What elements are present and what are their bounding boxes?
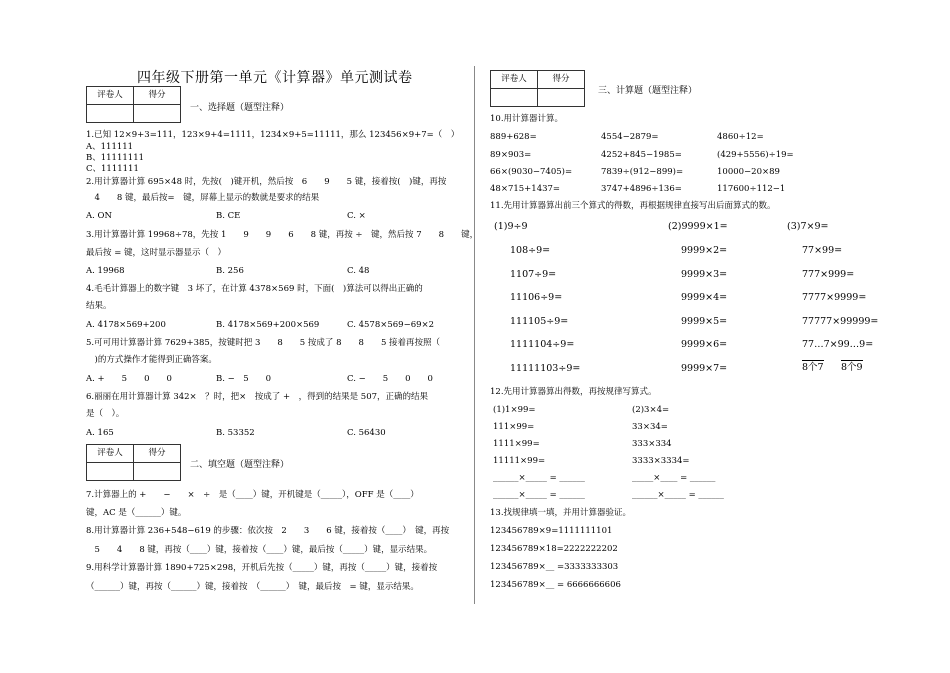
q12-blank-r1[interactable]: _____×____ = ______ xyxy=(632,473,716,483)
q11-c3-3: 7777×9999= xyxy=(802,292,867,303)
q12-r1: (2)3×4= xyxy=(632,405,670,415)
q11-c2-1: 9999×2= xyxy=(681,245,728,256)
q2-option-a: A. ON xyxy=(86,211,112,221)
q7-line2: 键，AC 是（______）键。 xyxy=(86,508,187,518)
q12-l2: 111×99= xyxy=(493,422,535,432)
q11-c3-note-a: 8个7 xyxy=(802,362,824,373)
q11-text: 11.先用计算器算出前三个算式的得数，再根据规律直接写出后面算式的数。 xyxy=(490,201,776,211)
q11-c2-6: 9999×7= xyxy=(681,363,728,374)
q13-row-1: 123456789×9=1111111101 xyxy=(490,526,613,536)
score-table-3 xyxy=(490,70,585,107)
q3-line2: 最后按 = 键，这时显示器显示（ ） xyxy=(86,248,227,258)
q13-row-4[interactable]: 123456789×__ = 6666666606 xyxy=(490,580,621,590)
q10-r1-c3: 4860÷12= xyxy=(717,132,764,142)
q11-c1-4: 111105÷9= xyxy=(510,316,569,327)
section-2-title: 二、填空题（题型注释） xyxy=(190,460,290,470)
q12-l4: 11111×99= xyxy=(493,456,546,466)
q11-c3-1: 77×99= xyxy=(802,245,843,256)
q11-head-2: (2)9999×1= xyxy=(668,221,728,232)
reviewer-label: 评卷人 xyxy=(87,445,134,463)
q12-r3: 333×334 xyxy=(632,439,672,449)
q12-text: 12.先用计算器算出得数，再按规律写算式。 xyxy=(490,387,657,397)
q11-c1-5: 1111104÷9= xyxy=(510,339,575,350)
q10-r4-c2: 3747+4896÷136= xyxy=(601,184,682,194)
q10-r4-c3: 117600÷112−1 xyxy=(717,184,786,194)
q1-text: 1.已知 12×9+3=111，123×9+4=1111，1234×9+5=11111，那么 123456×9+7=（ ） xyxy=(86,130,460,140)
q12-blank-l2[interactable]: ______×_____ = ______ xyxy=(493,490,585,500)
q10-r1-c2: 4554−2879= xyxy=(601,132,659,142)
q11-c1-1: 108÷9= xyxy=(510,245,551,256)
q4-option-c: C. 4578×569−69×2 xyxy=(347,320,435,330)
q2-option-b: B. CE xyxy=(216,211,241,221)
q1-option-a: A、111111 xyxy=(86,142,134,152)
q4-option-b: B. 4178×569+200×569 xyxy=(216,320,320,330)
q3-option-c: C. 48 xyxy=(347,266,370,276)
q5-option-c: C. − 5 0 0 xyxy=(347,374,433,384)
q1-option-c: C、1111111 xyxy=(86,164,139,174)
q12-r4: 3333×3334= xyxy=(632,456,690,466)
q6-option-a: A. 165 xyxy=(86,428,114,438)
q12-l3: 1111×99= xyxy=(493,439,540,449)
score-cell[interactable] xyxy=(538,89,585,107)
q11-c2-3: 9999×4= xyxy=(681,292,728,303)
q8-line1: 8.用计算器计算 236+548−619 的步骤：依次按 2 3 6 键，接着按（____） 键，再按 xyxy=(86,526,450,536)
q11-c3-note-b: 8个9 xyxy=(841,362,863,373)
q13-text: 13.找规律填一填，并用计算器验证。 xyxy=(490,508,632,518)
q6-line1: 6.丽丽在用计算器计算 342× ？时，把× 按成了 + ，得到的结果是 507，正确的结果 xyxy=(86,392,429,402)
q11-c2-2: 9999×3= xyxy=(681,269,728,280)
q9-line1: 9.用科学计算器计算 1890+725×298，开机后先按（_____）键，再按（_____）键，接着按 xyxy=(86,563,438,573)
q12-blank-l1[interactable]: ______×_____ = ______ xyxy=(493,473,585,483)
q12-r2: 33×34= xyxy=(632,422,668,432)
q4-option-a: A. 4178×569+200 xyxy=(86,320,166,330)
page-divider xyxy=(474,66,475,604)
reviewer-label: 评卷人 xyxy=(87,87,134,105)
q8-line2: 5 4 8 键，再按（____）键，接着按（____）键，最后按（_____）键，显示结果。 xyxy=(86,545,433,555)
page-title: 四年级下册第一单元《计算器》单元测试卷 xyxy=(137,70,413,86)
q6-line2: 是（ ）。 xyxy=(86,409,125,419)
reviewer-cell[interactable] xyxy=(87,105,134,123)
q10-r2-c3: (429+5556)÷19= xyxy=(717,150,794,160)
q2-line1: 2.用计算器计算 695×48 时，先按( )键开机，然后按 6 9 5 键，接着按( )键，再按 xyxy=(86,177,447,187)
q11-c2-4: 9999×5= xyxy=(681,316,728,327)
q11-head-3: (3)7×9= xyxy=(787,221,829,232)
q3-option-a: A. 19968 xyxy=(86,266,125,276)
q10-r3-c2: 7839÷(912−899)= xyxy=(601,167,684,177)
q10-r1-c1: 889+628= xyxy=(490,132,537,142)
score-label: 得分 xyxy=(538,71,585,89)
q11-head-1: (1)9÷9 xyxy=(494,221,528,232)
q4-line1: 4.毛毛计算器上的数字键 3 坏了，在计算 4378×569 时，下面( )算法可以得出正确的 xyxy=(86,284,423,294)
q7-line1: 7.计算器上的 + − × ÷ 是（____）键，开机键是（_____），OFF 是（____） xyxy=(86,490,419,500)
q13-row-3[interactable]: 123456789×__ =3333333303 xyxy=(490,562,619,572)
score-table-2 xyxy=(86,444,181,481)
q10-r2-c1: 89×903= xyxy=(490,150,532,160)
q11-c1-2: 1107÷9= xyxy=(510,269,557,280)
q10-r4-c1: 48×715+1437= xyxy=(490,184,561,194)
score-label: 得分 xyxy=(134,445,181,463)
q12-blank-r2[interactable]: ______×_____ = ______ xyxy=(632,490,724,500)
q5-option-b: B. − 5 0 xyxy=(216,374,272,384)
score-table-1 xyxy=(86,86,181,123)
section-3-title: 三、计算题（题型注释） xyxy=(598,86,698,96)
q6-option-b: B. 53352 xyxy=(216,428,255,438)
q11-c3-2: 777×999= xyxy=(802,269,855,280)
section-1-title: 一、选择题（题型注释） xyxy=(190,103,290,113)
q10-r3-c3: 10000−20×89 xyxy=(717,167,780,177)
q5-option-a: A. + 5 0 0 xyxy=(86,374,172,384)
q13-row-2: 123456789×18=2222222202 xyxy=(490,544,618,554)
reviewer-label: 评卷人 xyxy=(491,71,538,89)
q11-c2-5: 9999×6= xyxy=(681,339,728,350)
score-cell[interactable] xyxy=(134,105,181,123)
q2-option-c: C. × xyxy=(347,211,366,221)
q11-c1-3: 11106÷9= xyxy=(510,292,563,303)
q1-option-b: B、11111111 xyxy=(86,153,145,163)
reviewer-cell[interactable] xyxy=(87,463,134,481)
q10-r3-c1: 66×(9030−7405)= xyxy=(490,167,573,177)
q4-line2: 结果。 xyxy=(86,301,112,311)
q6-option-c: C. 56430 xyxy=(347,428,386,438)
q3-line1: 3.用计算器计算 19968÷78，先按 1 9 9 6 8 键，再按 ÷ 键，然后按 7 8 键， xyxy=(86,230,479,240)
q5-line1: 5.可可用计算器计算 7629+385，按键时把 3 8 5 按成了 8 8 5 接着再按照（ xyxy=(86,338,441,348)
q11-c3-4: 77777×99999= xyxy=(802,316,879,327)
q11-c1-6: 11111103÷9= xyxy=(510,363,581,374)
q2-line2: 4 8 键，最后按= 键，屏幕上显示的数就是要求的结果 xyxy=(86,193,320,203)
q9-line2: （______）键，再按（______）键，接着按 （______） 键，最后按 = 键，显示结果。 xyxy=(86,582,419,592)
q10-text: 10.用计算器计算。 xyxy=(490,114,564,124)
q10-r2-c2: 4252+845−1985= xyxy=(601,150,682,160)
score-label: 得分 xyxy=(134,87,181,105)
q11-c3-5: 77…7×99…9= xyxy=(802,339,874,350)
q12-l1: (1)1×99= xyxy=(493,405,536,415)
reviewer-cell[interactable] xyxy=(491,89,538,107)
q3-option-b: B. 256 xyxy=(216,266,244,276)
q5-line2: )的方式操作才能得到正确答案。 xyxy=(86,355,217,365)
score-cell[interactable] xyxy=(134,463,181,481)
